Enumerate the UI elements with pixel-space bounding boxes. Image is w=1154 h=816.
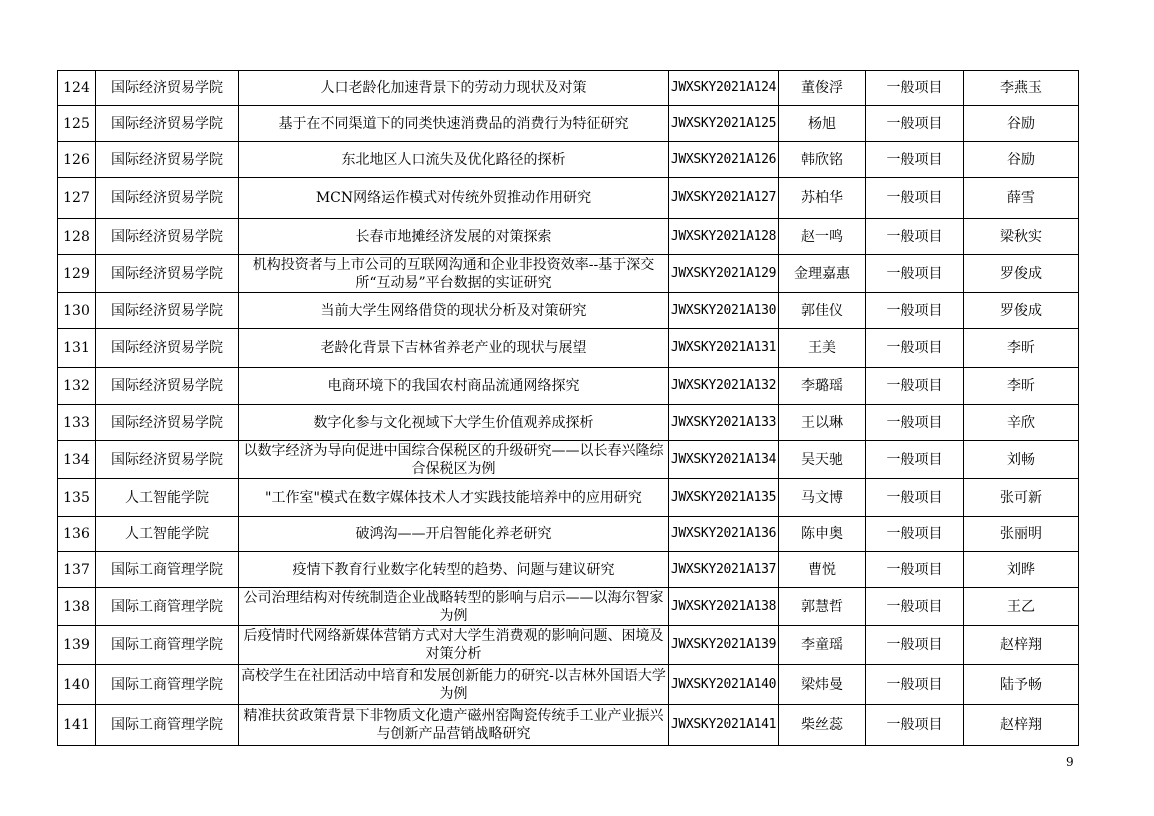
college-name: 国际经济贸易学院 xyxy=(96,219,239,255)
project-title: 高校学生在社团活动中培育和发展创新能力的研究-以吉林外国语大学为例 xyxy=(239,665,669,705)
row-number: 129 xyxy=(58,255,96,293)
college-name: 国际工商管理学院 xyxy=(96,705,239,746)
project-code: JWXSKY2021A141 xyxy=(669,705,779,746)
project-code: JWXSKY2021A140 xyxy=(669,665,779,705)
advisor-name: 罗俊成 xyxy=(964,293,1079,329)
college-name: 国际经济贸易学院 xyxy=(96,106,239,142)
college-name: 国际经济贸易学院 xyxy=(96,329,239,368)
project-code: JWXSKY2021A139 xyxy=(669,626,779,665)
row-number: 128 xyxy=(58,219,96,255)
project-code: JWXSKY2021A128 xyxy=(669,219,779,255)
project-table-body xyxy=(58,71,1079,746)
project-type: 一般项目 xyxy=(866,142,964,178)
table-row xyxy=(58,255,1079,293)
project-title: 电商环境下的我国农村商品流通网络探究 xyxy=(239,368,669,405)
table-row xyxy=(58,517,1079,552)
table-row xyxy=(58,479,1079,517)
project-leader: 董俊浮 xyxy=(779,71,866,106)
table-row xyxy=(58,665,1079,705)
college-name: 国际经济贸易学院 xyxy=(96,142,239,178)
project-leader: 吴天驰 xyxy=(779,441,866,479)
row-number: 125 xyxy=(58,106,96,142)
project-table xyxy=(57,70,1079,746)
project-leader: 赵一鸣 xyxy=(779,219,866,255)
college-name: 国际经济贸易学院 xyxy=(96,405,239,441)
project-leader: 曹悦 xyxy=(779,552,866,588)
table-row xyxy=(58,71,1079,106)
college-name: 人工智能学院 xyxy=(96,479,239,517)
table-row xyxy=(58,329,1079,368)
row-number: 133 xyxy=(58,405,96,441)
project-title: 后疫情时代网络新媒体营销方式对大学生消费观的影响问题、困境及对策分析 xyxy=(239,626,669,665)
advisor-name: 赵梓翔 xyxy=(964,705,1079,746)
advisor-name: 辛欣 xyxy=(964,405,1079,441)
project-code: JWXSKY2021A136 xyxy=(669,517,779,552)
college-name: 国际工商管理学院 xyxy=(96,588,239,626)
project-type: 一般项目 xyxy=(866,255,964,293)
project-leader: 郭慧哲 xyxy=(779,588,866,626)
advisor-name: 薛雪 xyxy=(964,178,1079,219)
row-number: 138 xyxy=(58,588,96,626)
table-row xyxy=(58,219,1079,255)
project-type: 一般项目 xyxy=(866,626,964,665)
table-row xyxy=(58,552,1079,588)
project-code: JWXSKY2021A132 xyxy=(669,368,779,405)
college-name: 国际经济贸易学院 xyxy=(96,368,239,405)
project-type: 一般项目 xyxy=(866,219,964,255)
table-row xyxy=(58,178,1079,219)
project-title: 基于在不同渠道下的同类快速消费品的消费行为特征研究 xyxy=(239,106,669,142)
project-code: JWXSKY2021A127 xyxy=(669,178,779,219)
project-code: JWXSKY2021A134 xyxy=(669,441,779,479)
advisor-name: 谷励 xyxy=(964,142,1079,178)
table-row xyxy=(58,293,1079,329)
row-number: 132 xyxy=(58,368,96,405)
college-name: 人工智能学院 xyxy=(96,517,239,552)
row-number: 134 xyxy=(58,441,96,479)
row-number: 136 xyxy=(58,517,96,552)
row-number: 124 xyxy=(58,71,96,106)
project-code: JWXSKY2021A137 xyxy=(669,552,779,588)
advisor-name: 赵梓翔 xyxy=(964,626,1079,665)
college-name: 国际经济贸易学院 xyxy=(96,255,239,293)
project-leader: 陈申奥 xyxy=(779,517,866,552)
row-number: 139 xyxy=(58,626,96,665)
project-title: 公司治理结构对传统制造企业战略转型的影响与启示——以海尔智家为例 xyxy=(239,588,669,626)
project-code: JWXSKY2021A124 xyxy=(669,71,779,106)
project-title: 机构投资者与上市公司的互联网沟通和企业非投资效率--基于深交所“互动易”平台数据的实证研究 xyxy=(239,255,669,293)
table-row xyxy=(58,441,1079,479)
advisor-name: 罗俊成 xyxy=(964,255,1079,293)
project-code: JWXSKY2021A125 xyxy=(669,106,779,142)
project-code: JWXSKY2021A135 xyxy=(669,479,779,517)
row-number: 127 xyxy=(58,178,96,219)
project-leader: 王美 xyxy=(779,329,866,368)
project-title: 东北地区人口流失及优化路径的探析 xyxy=(239,142,669,178)
project-type: 一般项目 xyxy=(866,441,964,479)
project-leader: 梁炜曼 xyxy=(779,665,866,705)
project-leader: 马文博 xyxy=(779,479,866,517)
project-type: 一般项目 xyxy=(866,178,964,219)
advisor-name: 陆予畅 xyxy=(964,665,1079,705)
project-title: 精准扶贫政策背景下非物质文化遗产磁州窑陶瓷传统手工业产业振兴与创新产品营销战略研究 xyxy=(239,705,669,746)
advisor-name: 王乙 xyxy=(964,588,1079,626)
project-title: 疫情下教育行业数字化转型的趋势、问题与建议研究 xyxy=(239,552,669,588)
table-row xyxy=(58,626,1079,665)
row-number: 140 xyxy=(58,665,96,705)
project-title: 数字化参与文化视域下大学生价值观养成探析 xyxy=(239,405,669,441)
table-row xyxy=(58,588,1079,626)
project-type: 一般项目 xyxy=(866,329,964,368)
row-number: 135 xyxy=(58,479,96,517)
row-number: 130 xyxy=(58,293,96,329)
advisor-name: 刘畅 xyxy=(964,441,1079,479)
project-code: JWXSKY2021A133 xyxy=(669,405,779,441)
table-row xyxy=(58,142,1079,178)
college-name: 国际经济贸易学院 xyxy=(96,178,239,219)
project-title: 以数字经济为导向促进中国综合保税区的升级研究——以长春兴隆综合保税区为例 xyxy=(239,441,669,479)
project-leader: 韩欣铭 xyxy=(779,142,866,178)
project-code: JWXSKY2021A138 xyxy=(669,588,779,626)
project-type: 一般项目 xyxy=(866,479,964,517)
college-name: 国际经济贸易学院 xyxy=(96,71,239,106)
row-number: 137 xyxy=(58,552,96,588)
project-code: JWXSKY2021A126 xyxy=(669,142,779,178)
project-title: 当前大学生网络借贷的现状分析及对策研究 xyxy=(239,293,669,329)
project-leader: 金理嘉惠 xyxy=(779,255,866,293)
project-code: JWXSKY2021A130 xyxy=(669,293,779,329)
project-leader: 李童瑶 xyxy=(779,626,866,665)
advisor-name: 谷励 xyxy=(964,106,1079,142)
page-number: 9 xyxy=(1066,755,1074,769)
advisor-name: 刘晔 xyxy=(964,552,1079,588)
project-leader: 杨旭 xyxy=(779,106,866,142)
row-number: 141 xyxy=(58,705,96,746)
college-name: 国际工商管理学院 xyxy=(96,626,239,665)
project-type: 一般项目 xyxy=(866,106,964,142)
college-name: 国际经济贸易学院 xyxy=(96,293,239,329)
project-type: 一般项目 xyxy=(866,517,964,552)
project-title: 人口老龄化加速背景下的劳动力现状及对策 xyxy=(239,71,669,106)
row-number: 126 xyxy=(58,142,96,178)
project-title: 老龄化背景下吉林省养老产业的现状与展望 xyxy=(239,329,669,368)
project-title: 长春市地摊经济发展的对策探索 xyxy=(239,219,669,255)
advisor-name: 李昕 xyxy=(964,329,1079,368)
advisor-name: 张可新 xyxy=(964,479,1079,517)
project-type: 一般项目 xyxy=(866,588,964,626)
project-type: 一般项目 xyxy=(866,293,964,329)
advisor-name: 张丽明 xyxy=(964,517,1079,552)
row-number: 131 xyxy=(58,329,96,368)
college-name: 国际工商管理学院 xyxy=(96,665,239,705)
project-type: 一般项目 xyxy=(866,71,964,106)
project-type: 一般项目 xyxy=(866,405,964,441)
college-name: 国际经济贸易学院 xyxy=(96,441,239,479)
table-row xyxy=(58,405,1079,441)
advisor-name: 李昕 xyxy=(964,368,1079,405)
project-title: 破鸿沟——开启智能化养老研究 xyxy=(239,517,669,552)
advisor-name: 李燕玉 xyxy=(964,71,1079,106)
project-leader: 王以琳 xyxy=(779,405,866,441)
advisor-name: 梁秋实 xyxy=(964,219,1079,255)
project-leader: 苏柏华 xyxy=(779,178,866,219)
table-row xyxy=(58,368,1079,405)
project-type: 一般项目 xyxy=(866,552,964,588)
project-type: 一般项目 xyxy=(866,368,964,405)
college-name: 国际工商管理学院 xyxy=(96,552,239,588)
table-row xyxy=(58,106,1079,142)
project-type: 一般项目 xyxy=(866,705,964,746)
project-type: 一般项目 xyxy=(866,665,964,705)
table-row xyxy=(58,705,1079,746)
project-title: "工作室"模式在数字媒体技术人才实践技能培养中的应用研究 xyxy=(239,479,669,517)
project-code: JWXSKY2021A131 xyxy=(669,329,779,368)
project-title: MCN网络运作模式对传统外贸推动作用研究 xyxy=(239,178,669,219)
project-leader: 柴丝蕊 xyxy=(779,705,866,746)
project-leader: 李璐瑶 xyxy=(779,368,866,405)
project-leader: 郭佳仪 xyxy=(779,293,866,329)
project-code: JWXSKY2021A129 xyxy=(669,255,779,293)
